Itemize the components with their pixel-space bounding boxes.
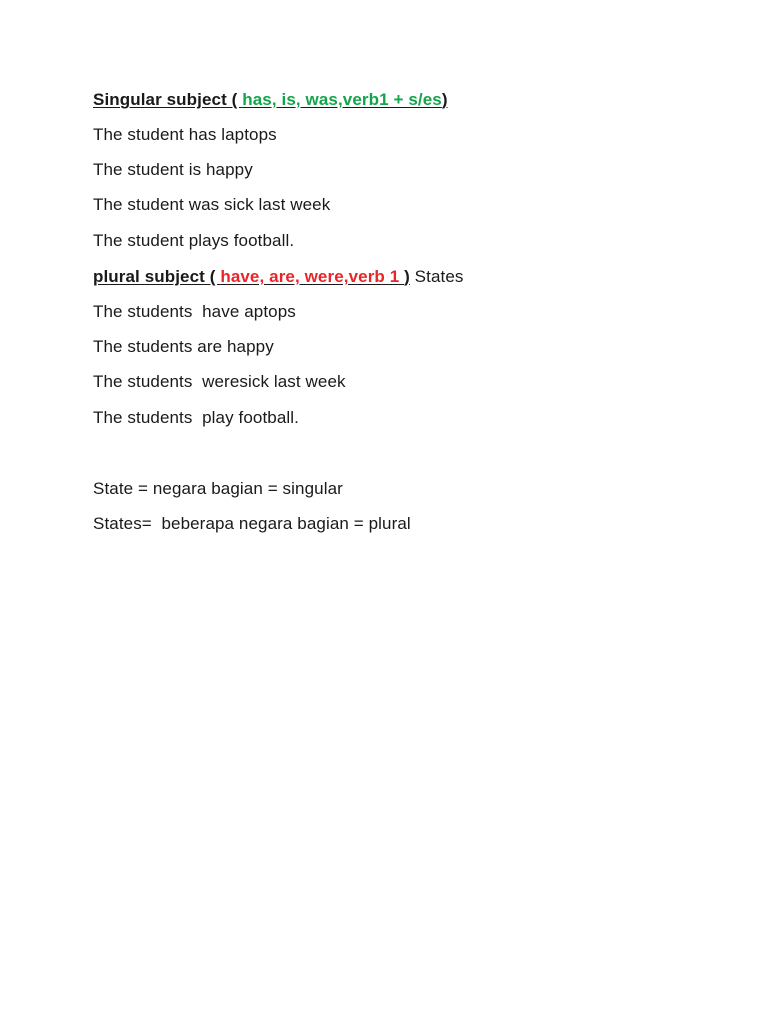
singular-example-1: The student has laptops: [93, 125, 277, 144]
singular-heading-prefix: Singular subject (: [93, 90, 243, 109]
singular-heading-suffix: ): [441, 90, 448, 109]
singular-rule: has, is, was,verb1 + s/es: [242, 90, 442, 109]
plural-example-2: The students are happy: [93, 337, 274, 356]
plural-rule: have, are, were,verb 1: [220, 267, 405, 286]
plural-heading-trailing: States: [409, 267, 464, 286]
singular-heading: [93, 89, 448, 111]
definition-state: State = negara bagian = singular: [93, 479, 343, 498]
definition-states: States= beberapa negara bagian = plural: [93, 514, 411, 533]
plural-heading-suffix: ): [404, 267, 410, 286]
singular-example-4: The student plays football.: [93, 231, 295, 250]
plural-example-4: The students play football.: [93, 408, 299, 427]
plural-example-1: The students have aptops: [93, 302, 296, 321]
plural-heading: [93, 266, 463, 288]
singular-example-3: The student was sick last week: [93, 195, 331, 214]
singular-example-2: The student is happy: [93, 160, 253, 179]
plural-heading-prefix: plural subject (: [93, 267, 221, 286]
plural-heading-underlined: [93, 267, 410, 286]
plural-example-3: The students weresick last week: [93, 372, 346, 391]
